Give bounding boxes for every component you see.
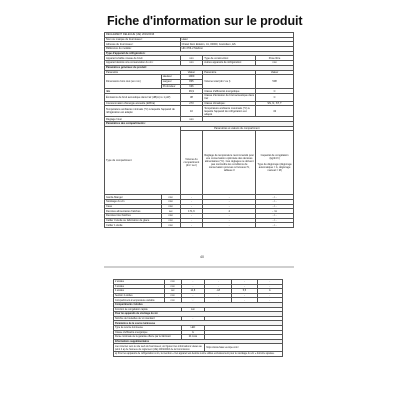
col-header-capacity-defrost	[256, 131, 294, 195]
energy-class-label: Classe d'efficacité énergétique	[203, 89, 256, 94]
compartment-volume: -	[180, 195, 203, 200]
light-heading: Paramètres de la source lumineuse	[114, 321, 283, 326]
compartment-name: 3 étoiles	[114, 284, 165, 289]
compartment-capacity-defrost: - / -	[256, 195, 294, 200]
compartment-name: Cellier 0 étoile ou fabrication de glace	[105, 218, 162, 223]
supplier-value: Haier	[180, 37, 293, 42]
dimension-name: Profondeur	[161, 84, 180, 89]
compartment-temperature: -	[203, 195, 256, 200]
compartment-name: Garde-Manger	[105, 195, 162, 200]
light-class-value: G	[181, 330, 205, 335]
compartment-name: Stockage du vin	[105, 200, 162, 205]
eei-label: IEE	[105, 89, 181, 94]
compartment-temperature: -	[205, 293, 232, 298]
compartment-capacity: -	[272, 200, 274, 204]
four-star-heading: Compartiments 4 étoiles	[114, 302, 283, 307]
compartment-capacity-defrost: - / -	[256, 223, 294, 228]
winter-value: non	[180, 117, 203, 122]
address-value: Chatel Dein Eidelon, 41, 00000, Gozodiem, ES	[180, 42, 293, 47]
wine-label: Nombre de bouteilles de vin standard	[114, 316, 182, 321]
compartment-temperature: -	[205, 284, 232, 289]
noise-class-label: Classe d'émission de bruit acoustique dans l'air	[204, 94, 255, 101]
compartment-volume: -	[181, 298, 205, 303]
temp-min-value: 10	[180, 106, 203, 117]
compartment-capacity: -	[272, 195, 274, 199]
compartment-defrost: -	[257, 284, 282, 289]
compartment-defrost: -	[257, 280, 282, 285]
compartment-name: 2 étoiles	[114, 280, 165, 285]
winter-label: Réglage hiver	[105, 117, 181, 122]
compartment-temperature: 4	[203, 209, 256, 214]
compartment-capacity-defrost: - / -	[256, 218, 294, 223]
fast-freeze-value: non	[181, 307, 205, 312]
temp-max-label: Température ambiante maximale (°C) à laquelle l'appareil de réfrigération est adapté	[203, 106, 256, 117]
sheet-title: Fiche d'information sur le produit	[107, 14, 303, 28]
compartment-capacity: -	[272, 205, 274, 209]
energy-class-value: C	[256, 89, 294, 94]
type-row-label-2: Autres appareils de réfrigération:	[203, 61, 256, 66]
compartment-temperature: -18	[205, 289, 232, 294]
light-class-label: Classe d'efficacité énergétique	[114, 330, 182, 335]
compartment-volume: -	[181, 284, 205, 289]
params-heading: Paramètres généraux du produit:	[105, 65, 294, 70]
compartment-present: non	[164, 280, 181, 285]
dimensions-label: Dimensions hors tout (en mm)	[105, 75, 162, 89]
compartment-defrost: -	[275, 205, 277, 209]
volume-value: 508	[256, 75, 294, 89]
product-info-table-continued	[113, 279, 283, 357]
product-sheet-page-1	[104, 13, 303, 253]
compartment-capacity-defrost: - / -	[256, 214, 294, 219]
compartment-name: Section 2 étoiles	[114, 293, 165, 298]
type-row-label: Appareil destiné à la conservation du vin:	[105, 61, 181, 66]
col-header-volume: Volume du compartiment (dm³ ou l)	[180, 131, 203, 195]
light-type-label: Type de source lumineuse	[114, 325, 182, 330]
product-sheet-page-2	[113, 279, 283, 399]
compartment-volume: -	[180, 204, 203, 209]
footnote: a) Pour les appareils de réfrigération à vin, la mention « Cet appareil est destiné à être utilisé exclusivement pour le stockage du vin » doit être ajoutée.	[114, 351, 283, 356]
fast-freeze-label: Fonction de congélation rapide	[114, 307, 182, 312]
compartment-capacity: -	[272, 219, 274, 223]
compartment-present: non	[161, 223, 180, 228]
compartment-present: non	[164, 293, 181, 298]
compartment-present: non	[161, 214, 180, 219]
compartment-present: non	[161, 200, 180, 205]
compartment-present: oui	[161, 209, 180, 214]
compartment-name: Cellier 1 étoile	[105, 223, 162, 228]
noise-label: Émissions de bruit acoustique dans l'air (dB(A) re 1 pW)	[105, 93, 181, 101]
consumption-value: 273	[180, 101, 203, 106]
type-row-value-2: non	[256, 61, 294, 66]
compartment-present: non	[164, 298, 181, 303]
light-type-value: LED	[181, 325, 205, 330]
compartment-params-header: Paramètres et valeurs du compartiment	[180, 126, 293, 131]
eei-value: 99,9	[180, 89, 203, 94]
page-separator	[104, 266, 294, 268]
dimension-name: Largeur	[161, 79, 180, 84]
param-header-2: Paramètre	[203, 70, 256, 75]
compartment-volume: 14,8	[181, 289, 205, 294]
dimension-name: Hauteur	[161, 75, 180, 80]
compartment-volume: -	[181, 280, 205, 285]
compartment-capacity: -	[232, 298, 257, 303]
compartment-type-header: Type de compartiment	[105, 126, 181, 195]
compartment-temperature: -	[203, 214, 256, 219]
compartment-defrost: -	[275, 214, 277, 218]
compartment-volume: -	[180, 223, 203, 228]
temp-max-value: 43	[256, 106, 294, 117]
compartment-temperature: -	[203, 223, 256, 228]
compartment-present: oui	[164, 289, 181, 294]
compartment-name: Denrées alimentaires fraîches	[105, 209, 162, 214]
dimension-value: 636	[180, 84, 203, 89]
compartment-capacity: -	[272, 214, 274, 218]
compartment-capacity-defrost: - / A	[256, 209, 294, 214]
col-header-temperature: Réglage de température recommandé pour une conservation optimisée des denrées alimentaires (°C). Ces réglages ne doivent pas contredire les conditions de conservation prévues à l'annexe IV, tableau 3	[203, 131, 256, 195]
compartment-defrost: A	[275, 209, 277, 213]
climate-value: SN, N, ST, T	[256, 101, 294, 106]
page-number: 40	[200, 255, 204, 259]
compartment-name: Denrées très fraîches	[105, 214, 162, 219]
compartment-present: non	[161, 218, 180, 223]
wine-value: -	[181, 316, 205, 321]
type-row-value: non	[180, 56, 203, 61]
compartment-capacity: -	[232, 280, 257, 285]
compartment-defrost: -	[275, 200, 277, 204]
compartment-temperature: -	[205, 280, 232, 285]
col-header-defrost: Type de dégivrage (dégivrage automatique = A, dégivrage manuel = M)	[257, 162, 292, 173]
compartment-defrost: -	[275, 219, 277, 223]
compartment-name: 4 étoiles	[114, 289, 165, 294]
compartment-temperature: -	[203, 200, 256, 205]
compartment-name: Compartiment à température variable	[114, 298, 165, 303]
extra-label: Lien internet vers le site web du fournisseur, où figurent les informations visées au point 4 a) de l'annexe du règlement (UE) 2019/2016 de la Commission	[114, 344, 205, 352]
regulation-line: RÈGLEMENT DÉLÉGUÉ (UE) 2019/2016	[105, 33, 294, 38]
type-row-label-2: Type de construction:	[203, 56, 256, 61]
supplier-label: Nom ou marque du fournisseur:	[105, 37, 181, 42]
type-heading: Type d'appareil de réfrigération:	[105, 51, 294, 56]
compartment-volume: -	[180, 218, 203, 223]
compartment-defrost: -	[275, 223, 277, 227]
compartment-volume: -	[180, 214, 203, 219]
type-row-value-2: Pose libre	[256, 56, 294, 61]
type-row-label: Appareil à faible niveau de bruit:	[105, 56, 181, 61]
volume-label: Volume total (dm³ ou l)	[203, 75, 256, 89]
compartment-present: non	[161, 195, 180, 200]
compartment-temperature: -	[203, 204, 256, 209]
compartment-defrost: -	[257, 298, 282, 303]
type-row-value: non	[180, 61, 203, 66]
compartment-defrost: -	[257, 293, 282, 298]
compartment-capacity-defrost: - / -	[256, 200, 294, 205]
value-header: Valeur	[180, 70, 203, 75]
consumption-label: Consommation d'énergie annuelle (kWh/a)	[105, 101, 181, 106]
compartment-capacity: -	[232, 284, 257, 289]
compartment-defrost: A	[257, 289, 282, 294]
compartment-volume: -	[181, 293, 205, 298]
address-label: Adresse du fournisseur:	[105, 42, 181, 47]
wine-heading: Pour les appareils de stockage du vin	[114, 312, 283, 317]
compartment-volume: 171,6	[180, 209, 203, 214]
noise-value: 38	[180, 93, 203, 101]
temp-min-label: Température ambiante minimale (°C) à laquelle l'appareil de réfrigération est adapté	[105, 106, 181, 117]
value-header-2: Valeur	[256, 70, 294, 75]
compartment-present: non	[164, 284, 181, 289]
compartment-capacity: -	[272, 223, 274, 227]
model-label: Référence du modèle:	[105, 47, 181, 52]
compartment-capacity: -	[232, 293, 257, 298]
param-header: Paramètre	[105, 70, 181, 75]
compartment-temperature: -	[203, 218, 256, 223]
climate-label: Classe climatique:	[203, 101, 256, 106]
warranty-value: 24 mois	[181, 335, 205, 340]
compartment-defrost: -	[275, 195, 277, 199]
compartment-capacity-defrost: - / -	[256, 204, 294, 209]
dimension-value: 835	[180, 79, 203, 84]
compartments-heading: Paramètres des compartiments:	[105, 121, 294, 126]
col-header-capacity: Capacité de congélation (kg/24 h)	[260, 153, 289, 160]
supplier-website-link[interactable]: https://www.haier-europe.com/	[205, 344, 283, 352]
dimension-value: 1900	[180, 75, 203, 80]
compartment-present: non	[161, 204, 180, 209]
compartment-volume: -	[180, 200, 203, 205]
compartment-capacity: 5,5	[232, 289, 257, 294]
compartment-capacity: -	[272, 209, 274, 213]
compartment-name: Cave	[105, 204, 162, 209]
product-info-table	[104, 32, 294, 228]
warranty-label: Durée minimale de la garantie offerte par le fabricant	[114, 335, 182, 340]
compartment-temperature: -	[205, 298, 232, 303]
noise-class-value: C	[256, 93, 294, 101]
model-value: HD-470I-2 Mabron	[180, 47, 293, 52]
extra-heading: Informations supplémentaires	[114, 339, 283, 344]
